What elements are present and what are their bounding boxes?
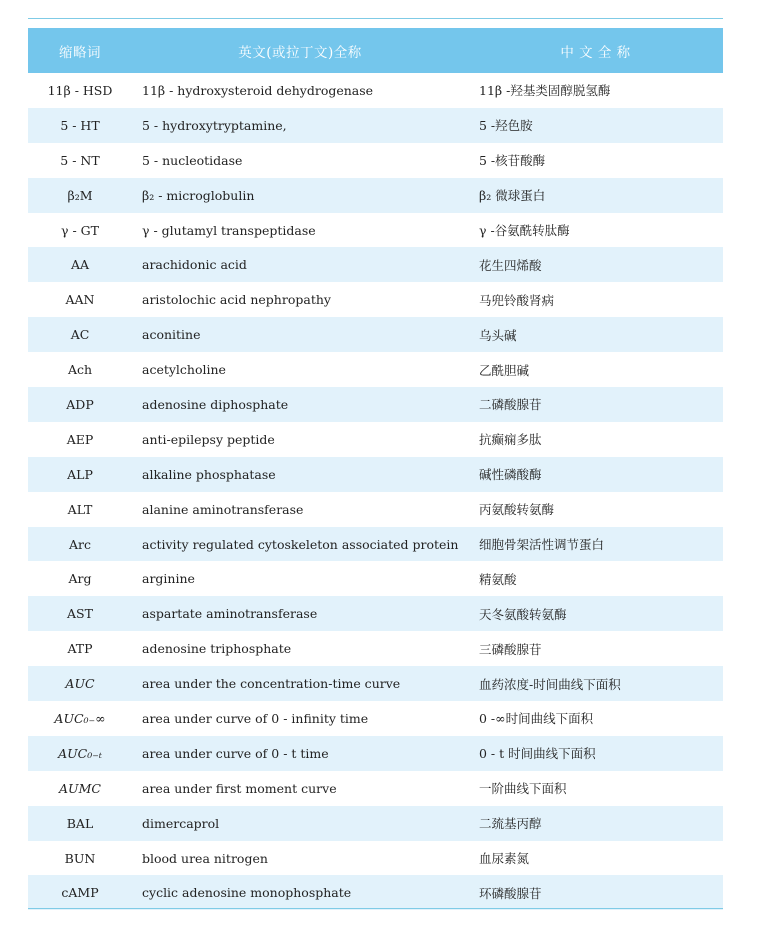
abbr-cell: AUC [28, 666, 132, 701]
top-rule [28, 18, 723, 19]
english-cell: area under first moment curve [142, 780, 337, 796]
chinese-cell: β₂ 微球蛋白 [469, 178, 723, 213]
abbr-cell: AEP [66, 431, 94, 447]
chinese-cell: 0 -∞时间曲线下面积 [479, 711, 594, 727]
chinese-cell: 一阶曲线下面积 [479, 781, 567, 797]
abbr-cell: 11β - HSD [47, 82, 113, 98]
header-chinese: 中 文 全 称 [469, 28, 723, 73]
english-cell: β₂ - microglobulin [132, 178, 469, 213]
table-row [28, 108, 723, 143]
chinese-cell: 5 -羟色胺 [469, 108, 723, 143]
table-row [28, 247, 723, 282]
table-row [28, 73, 723, 108]
table-row [28, 352, 723, 387]
abbr-cell: 5 - HT [28, 108, 132, 143]
chinese-cell: 马兜铃酸肾病 [479, 292, 555, 308]
table-row [28, 527, 723, 562]
chinese-cell: 二磷酸腺苷 [469, 387, 723, 422]
table-row [28, 282, 723, 317]
table-header-row [28, 28, 723, 73]
english-cell: area under curve of 0 - infinity time [142, 710, 369, 726]
bottom-rule [28, 908, 723, 909]
chinese-cell: 乙酰胆碱 [479, 362, 530, 378]
abbr-cell: AAN [65, 292, 95, 308]
english-cell: 5 - nucleotidase [142, 152, 243, 168]
english-cell: area under the concentration-time curve [132, 666, 469, 701]
english-cell: anti-epilepsy peptide [142, 431, 275, 447]
english-cell: γ - glutamyl transpeptidase [142, 222, 316, 238]
abbr-cell: Arc [28, 527, 132, 562]
table-row [28, 422, 723, 457]
chinese-cell: 11β -羟基类固醇脱氢酶 [479, 83, 611, 99]
chinese-cell: 抗癫痫多肽 [479, 432, 542, 448]
english-cell: blood urea nitrogen [142, 850, 268, 866]
chinese-cell: 乌头碱 [469, 317, 723, 352]
abbr-cell: ALT [67, 501, 93, 517]
abbr-cell: γ - GT [61, 222, 99, 238]
english-cell: area under curve of 0 - t time [132, 736, 469, 771]
english-cell: aconitine [132, 317, 469, 352]
chinese-cell: 细胞骨架活性调节蛋白 [469, 527, 723, 562]
chinese-cell: γ -谷氨酰转肽酶 [479, 223, 570, 238]
english-cell: alkaline phosphatase [132, 457, 469, 492]
abbr-cell: ATP [67, 641, 93, 657]
chinese-cell: 三磷酸腺苷 [479, 641, 542, 657]
table-row [28, 317, 723, 352]
english-cell: adenosine triphosphate [142, 641, 292, 657]
table-row [28, 213, 723, 248]
table-row [28, 143, 723, 178]
abbr-cell: BAL [28, 806, 132, 841]
table-body [28, 73, 723, 910]
english-cell: alanine aminotransferase [142, 501, 304, 517]
abbr-cell: cAMP [28, 875, 132, 910]
table-row [28, 806, 723, 841]
abbr-cell: β₂M [28, 178, 132, 213]
chinese-cell: 血尿素氮 [479, 851, 530, 867]
abbreviation-table [28, 28, 723, 910]
abbr-cell: AST [28, 596, 132, 631]
english-cell: 5 - hydroxytryptamine, [132, 108, 469, 143]
english-cell: arachidonic acid [132, 247, 469, 282]
abbr-cell: Arg [68, 571, 92, 587]
english-cell: cyclic adenosine monophosphate [132, 875, 469, 910]
abbr-cell: 5 - NT [60, 152, 100, 168]
table-row [28, 457, 723, 492]
abbr-cell: ALP [28, 457, 132, 492]
chinese-cell: 5 -核苷酸酶 [479, 153, 546, 169]
english-cell: adenosine diphosphate [132, 387, 469, 422]
table-row [28, 631, 723, 666]
abbr-cell: BUN [64, 850, 96, 866]
chinese-cell: 碱性磷酸酶 [469, 457, 723, 492]
abbr-cell: Ach [67, 362, 93, 378]
chinese-cell: 环磷酸腺苷 [469, 875, 723, 910]
table-row [28, 492, 723, 527]
table-row [28, 771, 723, 806]
abbr-cell: AUC₀₋∞ [54, 710, 106, 726]
chinese-cell: 精氨酸 [479, 571, 517, 587]
abbr-cell: AUC₀₋ₜ [28, 736, 132, 771]
chinese-cell: 二巯基丙醇 [469, 806, 723, 841]
chinese-cell: 花生四烯酸 [469, 247, 723, 282]
chinese-cell: 0 - t 时间曲线下面积 [469, 736, 723, 771]
table-row [28, 666, 723, 701]
table-row [28, 596, 723, 631]
header-abbr: 缩略词 [28, 28, 132, 73]
table-row [28, 178, 723, 213]
abbr-cell: AUMC [59, 780, 101, 796]
english-cell: aspartate aminotransferase [132, 596, 469, 631]
english-cell: dimercaprol [132, 806, 469, 841]
table-row [28, 561, 723, 596]
abbr-cell: AA [28, 247, 132, 282]
header-english: 英文(或拉丁文)全称 [132, 28, 469, 73]
english-cell: activity regulated cytoskeleton associated protein [132, 527, 469, 562]
table-row [28, 736, 723, 771]
english-cell: arginine [142, 571, 195, 587]
english-cell: aristolochic acid nephropathy [142, 292, 331, 308]
abbr-cell: AC [28, 317, 132, 352]
chinese-cell: 天冬氨酸转氨酶 [469, 596, 723, 631]
table-row [28, 841, 723, 876]
chinese-cell: 血药浓度-时间曲线下面积 [469, 666, 723, 701]
chinese-cell: 丙氨酸转氨酶 [479, 502, 555, 518]
english-cell: 11β - hydroxysteroid dehydrogenase [142, 82, 374, 98]
abbr-cell: ADP [28, 387, 132, 422]
table-row [28, 875, 723, 910]
table-row [28, 387, 723, 422]
english-cell: acetylcholine [142, 362, 226, 378]
table-row [28, 701, 723, 736]
